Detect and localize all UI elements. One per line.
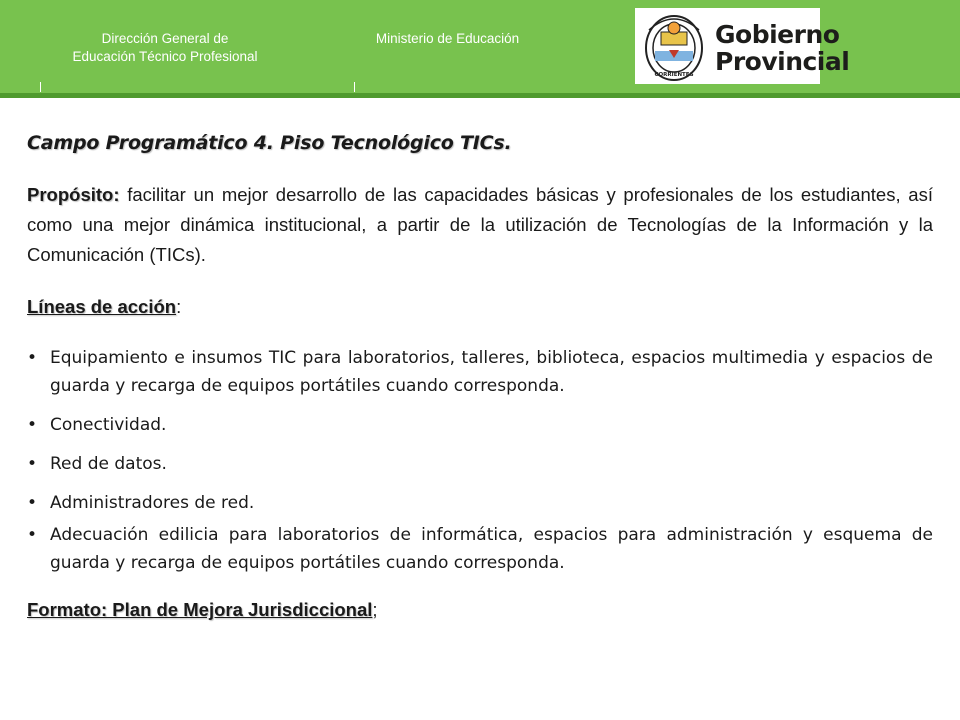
slide-content: [27, 132, 933, 625]
header-department: [30, 30, 300, 66]
header-department-line2: Educación Técnico Profesional: [72, 49, 258, 64]
action-lines-label: Líneas de acción: [27, 296, 177, 317]
page-title: Campo Programático 4. Piso Tecnológico TICs.: [27, 132, 512, 154]
header-divider-tick: [354, 82, 355, 92]
bullet-icon: •: [27, 525, 38, 545]
list-item-text: Administradores de red.: [50, 493, 255, 513]
format-suffix: ;: [372, 599, 378, 620]
action-lines-list: [27, 344, 933, 577]
list-item: [27, 489, 933, 517]
purpose-label: Propósito:: [27, 184, 120, 205]
header-bar: [0, 0, 960, 98]
list-item: [27, 450, 933, 478]
bullet-icon: •: [27, 415, 38, 435]
bullet-icon: •: [27, 348, 38, 368]
bullet-icon: •: [27, 454, 38, 474]
government-logo: [635, 8, 850, 84]
list-item-text: Red de datos.: [50, 454, 167, 474]
corrientes-seal-icon: [643, 10, 705, 82]
seal-text: CORRIENTES: [654, 72, 694, 78]
format-line: [27, 595, 933, 625]
header-ministry: Ministerio de Educación: [375, 31, 520, 46]
format-label: Formato: Plan de Mejora Jurisdiccional: [27, 599, 373, 620]
header-department-line1: Dirección General de: [101, 31, 229, 46]
list-item: [27, 411, 933, 439]
bullet-icon: •: [27, 493, 38, 513]
action-lines-heading: [27, 292, 933, 322]
action-lines-suffix: :: [176, 296, 182, 317]
list-item: [27, 344, 933, 400]
logo-gobierno: Gobierno: [715, 20, 840, 49]
list-item-text: Equipamiento e insumos TIC para laboratorios, talleres, biblioteca, espacios multimedia y espacios de guarda y recarga de equipos portátiles cuando corresponda.: [50, 348, 933, 396]
header-divider-tick: [40, 82, 41, 92]
purpose-text: facilitar un mejor desarrollo de las capacidades básicas y profesionales de los estudiantes, así como una mejor dinámica institucional, a partir de la utilización de Tecnologías de la Información y la Comunicación (TICs).: [27, 184, 933, 265]
list-item-text: Adecuación edilicia para laboratorios de informática, espacios para administración y esquema de guarda y recarga de equipos portátiles cuando corresponda.: [50, 525, 933, 573]
purpose-paragraph: [27, 180, 933, 270]
list-item: [27, 521, 933, 577]
logo-provincial: Provincial: [715, 47, 850, 76]
list-item-text: Conectividad.: [50, 415, 167, 435]
